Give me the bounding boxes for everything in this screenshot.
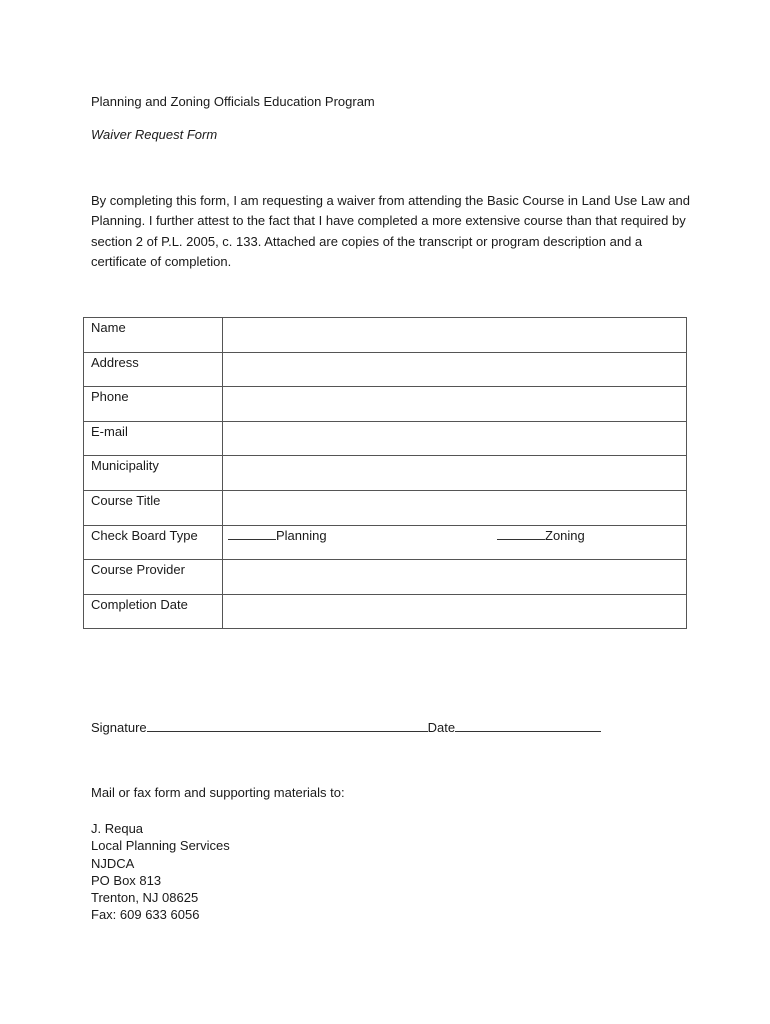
board-type-field xyxy=(223,525,687,560)
course-provider-field[interactable] xyxy=(223,560,687,595)
table-row xyxy=(84,525,687,560)
table-row xyxy=(84,490,687,525)
zoning-check-blank[interactable] xyxy=(497,527,545,540)
phone-label: Phone xyxy=(84,387,223,422)
completion-date-label: Completion Date xyxy=(84,594,223,629)
date-label: Date xyxy=(427,720,456,735)
signature-blank[interactable] xyxy=(147,719,428,732)
table-row xyxy=(84,352,687,387)
course-title-field[interactable] xyxy=(223,490,687,525)
form-title: Waiver Request Form xyxy=(91,127,218,142)
table-row xyxy=(84,421,687,456)
table-row xyxy=(84,594,687,629)
address-field[interactable] xyxy=(223,352,687,387)
address-line: Local Planning Services xyxy=(91,838,230,854)
course-title-label: Course Title xyxy=(84,490,223,525)
attestation-statement: By completing this form, I am requesting a waiver from attending the Basic Course in Land Use Law and Planning. I further attest to the fact that I have completed a more extensive course than that required by section 2 of P.L. 2005, c. 133. Attached are copies of the transcript or program description and a certificate of completion. xyxy=(91,193,691,269)
email-field[interactable] xyxy=(223,421,687,456)
planning-option xyxy=(228,527,327,545)
planning-option-label: Planning xyxy=(276,527,327,543)
signature-line xyxy=(91,719,601,735)
name-field[interactable] xyxy=(223,318,687,353)
table-row xyxy=(84,387,687,422)
address-label: Address xyxy=(84,352,223,387)
table-row xyxy=(84,318,687,353)
applicant-info-table xyxy=(83,317,687,629)
planning-check-blank[interactable] xyxy=(228,527,276,540)
address-line: NJDCA xyxy=(91,855,135,871)
municipality-field[interactable] xyxy=(223,456,687,491)
name-label: Name xyxy=(84,318,223,353)
address-line: Fax: 609 633 6056 xyxy=(91,907,200,923)
board-type-label: Check Board Type xyxy=(84,525,223,560)
municipality-label: Municipality xyxy=(84,456,223,491)
course-provider-label: Course Provider xyxy=(84,560,223,595)
org-title: Planning and Zoning Officials Education Program xyxy=(91,94,375,109)
date-blank[interactable] xyxy=(455,719,601,732)
mail-instructions: Mail or fax form and supporting materials to: xyxy=(91,785,345,800)
phone-field[interactable] xyxy=(223,387,687,422)
address-line: J. Requa xyxy=(91,821,144,836)
address-line: PO Box 813 xyxy=(91,872,162,888)
address-line: Trenton, NJ 08625 xyxy=(91,890,199,906)
email-label: E-mail xyxy=(84,421,223,456)
signature-label: Signature xyxy=(91,720,147,735)
table-row xyxy=(84,560,687,595)
table-row xyxy=(84,456,687,491)
completion-date-field[interactable] xyxy=(223,594,687,629)
mailing-address xyxy=(91,820,230,924)
zoning-option-label: Zoning xyxy=(545,527,585,543)
zoning-option xyxy=(497,527,585,545)
